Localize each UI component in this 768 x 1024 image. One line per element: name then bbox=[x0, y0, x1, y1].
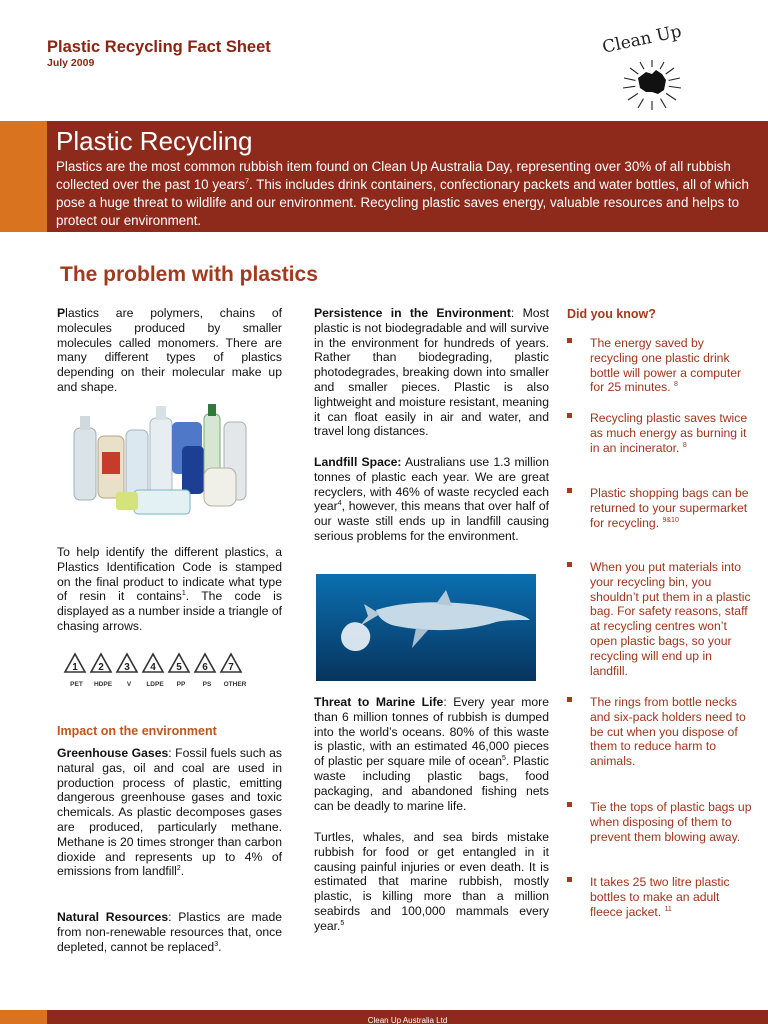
resin-label: LDPE bbox=[146, 681, 164, 688]
resin-code-5: 5 bbox=[176, 662, 182, 673]
footer-accent bbox=[0, 1010, 47, 1024]
did-you-know-item: The energy saved by recycling one plastic drink bottle will power a computer for 25 minutes. $^8$ bbox=[567, 336, 752, 395]
bullet-icon bbox=[567, 697, 572, 702]
footer bbox=[47, 1010, 768, 1024]
bullet-icon bbox=[567, 877, 572, 882]
plastic-bottles-photo bbox=[64, 400, 258, 534]
resin-code-6: 6 bbox=[202, 662, 208, 673]
bullet-icon bbox=[567, 413, 572, 418]
resin-label: PS bbox=[202, 681, 212, 688]
natural-resources-paragraph: Natural Resources: Plastics are made from non-renewable resources that, once depleted, cannot be replaced$^3$. bbox=[57, 910, 283, 954]
fact-sheet-date: July 2009 bbox=[47, 57, 95, 69]
marine-life-paragraph: Threat to Marine Life: Every year more than 6 million tonnes of rubbish is dumped into the world’s oceans. 80% of this waste is plastic, with an estimated 46,000 pieces of plastic per square mile of ocean$^5$. Plastic waste including plastic bags, food packaging, and abandoned fishing nets can be deadly to marine life. bbox=[314, 695, 550, 813]
did-you-know-item: Plastic shopping bags can be returned to your supermarket for recycling. $^{9\&10}$ bbox=[567, 486, 752, 530]
greenhouse-paragraph: Greenhouse Gases: Fossil fuels such as natural gas, oil and coal are used in production process of plastic, emitting dangerous greenhouse gases and toxic chemicals. As plastic decomposes gases are produced, particularly methane. Methane is 20 times stronger than carbon dioxide and represents up to 4% of emissions from landfill$^2$. bbox=[57, 746, 282, 879]
main-heading: Plastic Recycling bbox=[56, 126, 253, 156]
resin-code-7: 7 bbox=[228, 662, 234, 673]
bullet-icon bbox=[567, 562, 572, 567]
resin-code-3: 3 bbox=[124, 662, 130, 673]
did-you-know-item: Recycling plastic saves twice as much energy as burning it in an incinerator. $^8$ bbox=[567, 411, 752, 455]
bullet-icon bbox=[567, 488, 572, 493]
did-you-know-heading: Did you know? bbox=[567, 307, 656, 321]
footer-text: Clean Up Australia Ltd bbox=[367, 1016, 448, 1024]
section-title: The problem with plastics bbox=[60, 263, 318, 286]
persistence-paragraph: Persistence in the Environment: Most plastic is not biodegradable and will survive in the environment for hundreds of years. Rather than biodegrading, plastic photodegrades, breaking down into smaller and smaller pieces. Plastic is also lightweight and moisture resistant, meaning it can float easily in air and water, and travel long distances. bbox=[314, 306, 549, 439]
intro-band bbox=[47, 121, 768, 232]
turtles-paragraph: Turtles, whales, and sea birds mistake rubbish for food or get entangled in it causing painful injuries or even death. It is estimated that marine rubbish, mostly plastic, is killing more than a million seabirds and 100,000 mammals every year.$^5$ bbox=[314, 830, 549, 933]
resin-label: PP bbox=[176, 681, 186, 688]
svg-text:Clean Up: Clean Up bbox=[600, 22, 684, 58]
clean-up-australia-logo bbox=[596, 22, 708, 112]
dolphin-plastic-bag-photo bbox=[316, 574, 536, 681]
did-you-know-item: It takes 25 two litre plastic bottles to make an adult fleece jacket. $^{11}$ bbox=[567, 875, 752, 919]
resin-code-labels bbox=[63, 681, 253, 688]
resin-code-4: 4 bbox=[150, 662, 156, 673]
resin-label: V bbox=[126, 681, 132, 688]
fact-sheet-title: Plastic Recycling Fact Sheet bbox=[47, 38, 271, 56]
landfill-paragraph: Landfill Space: Australians use 1.3 million tonnes of plastic each year. We are great recyclers, with 46% of waste recycled each year$^4$, however, this means that over half of our waste still ends up in landfill causing serious problems for the environment. bbox=[314, 455, 549, 543]
band-accent bbox=[0, 121, 47, 232]
resin-code-1: 1 bbox=[72, 662, 78, 673]
did-you-know-item: The rings from bottle necks and six-pack holders need to be cut when you dispose of them to reduce harm to animals. bbox=[567, 695, 752, 769]
did-you-know-item: When you put materials into your recycling bin, you shouldn’t put them in a plastic bag. For safety reasons, staff at recycling centres won’t open plastic bags, so your recycling will end up in landfill. bbox=[567, 560, 752, 678]
intro-paragraph: Plastics are the most common rubbish item found on Clean Up Australia Day, representing over 30% of all rubbish collected over the past 10 years$^7$. This includes drink containers, confectionary packets and water bottles, all of which pose a huge threat to wildlife and our environment. Recycling plastic saves energy, valuable resources and helps to protect our environment. bbox=[56, 159, 749, 228]
polymers-paragraph: Plastics are polymers, chains of molecules produced by smaller molecules called monomers. There are many different types of plastics depending on their molecular make up and shape. bbox=[57, 306, 282, 394]
resin-label: OTHER bbox=[223, 681, 247, 688]
did-you-know-item: Tie the tops of plastic bags up when disposing of them to prevent them blowing away. bbox=[567, 800, 752, 844]
resin-code-2: 2 bbox=[98, 662, 104, 673]
bullet-icon bbox=[567, 338, 572, 343]
bullet-icon bbox=[567, 802, 572, 807]
resin-label: HDPE bbox=[93, 681, 113, 688]
identification-code-paragraph: To help identify the different plastics, a Plastics Identification Code is stamped on the final product to indicate what type of resin it contains$^1$. The code is displayed as a number inside a triangle of chasing arrows. bbox=[57, 545, 282, 633]
impact-heading: Impact on the environment bbox=[57, 724, 217, 738]
resin-label: PET bbox=[70, 681, 83, 688]
